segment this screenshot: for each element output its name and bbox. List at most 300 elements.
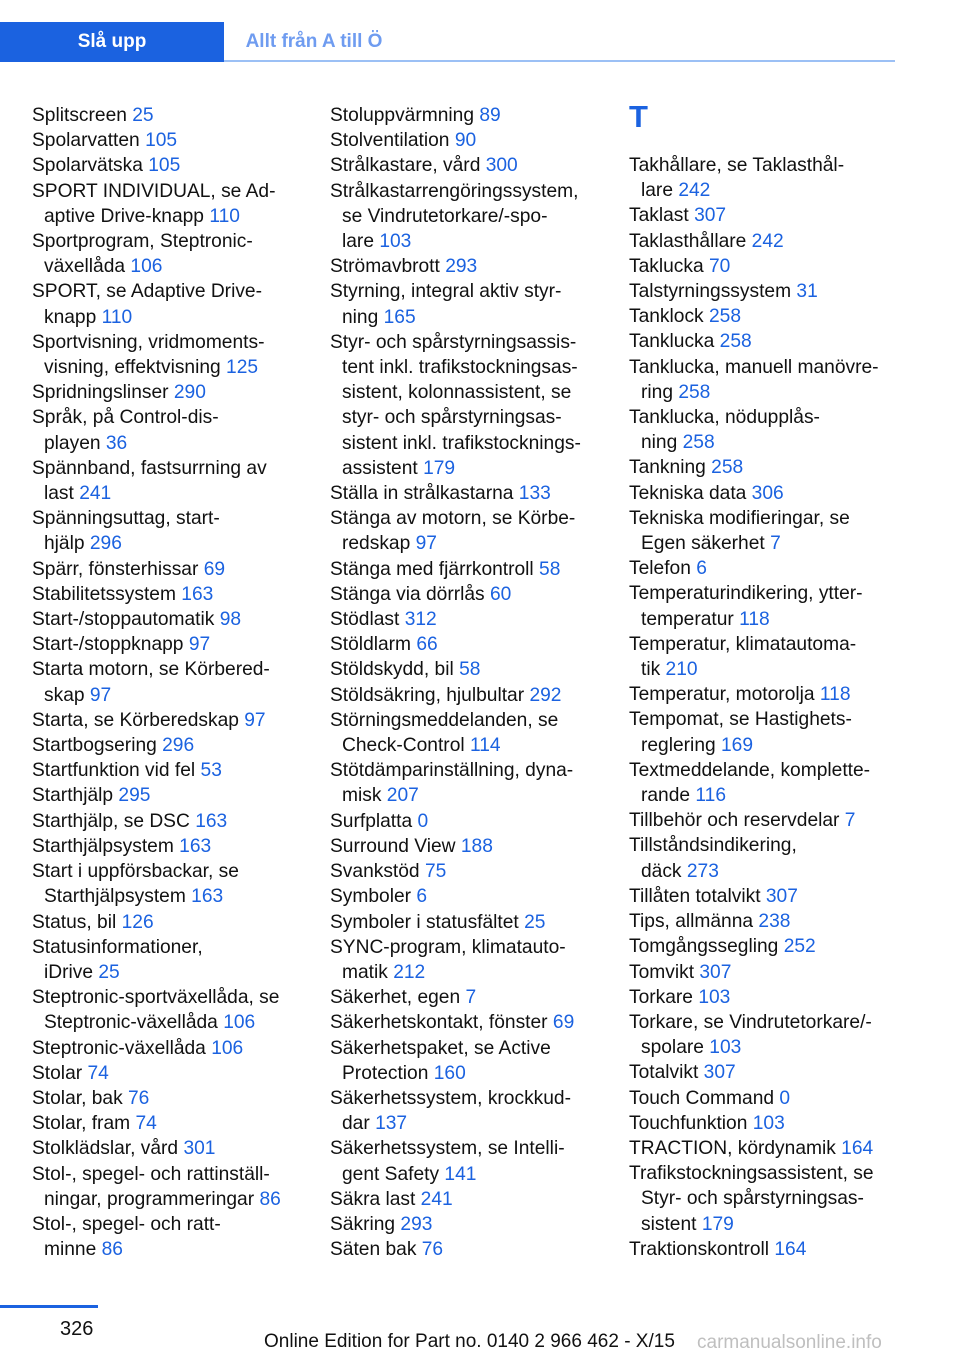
index-entry: [330, 809, 602, 834]
entry-term: minne: [44, 1239, 97, 1261]
entry-term: Start-/stoppknapp: [32, 634, 184, 656]
entry-term: Symboler: [330, 886, 412, 908]
index-entry: [330, 279, 602, 329]
index-entry: [629, 632, 895, 682]
index-entry: [32, 607, 300, 632]
page-link[interactable]: 7: [844, 810, 856, 832]
index-entry: [629, 556, 895, 581]
entry-term: Spolarvatten: [32, 130, 140, 152]
entry-term: Starthjälpsystem: [44, 886, 186, 908]
entry-term: SPORT INDIVIDUAL, se Ad‐: [32, 180, 276, 202]
entry-term: iDrive: [44, 961, 94, 983]
page-link[interactable]: 75: [424, 861, 447, 883]
index-entry: [330, 935, 602, 985]
index-entry: [330, 985, 602, 1010]
entry-term: se Vindrutetorkare/-spo‐: [342, 205, 548, 227]
page-link[interactable]: 241: [79, 483, 112, 505]
page-link[interactable]: 118: [739, 608, 770, 630]
page-link[interactable]: 163: [181, 583, 214, 605]
index-entry: [330, 1212, 602, 1237]
page-link[interactable]: 106: [223, 1012, 256, 1034]
entry-term: Säkerhetspaket, se Active: [330, 1037, 551, 1059]
index-entry: [32, 1086, 300, 1111]
index-entry: [629, 329, 895, 354]
page-link[interactable]: 106: [211, 1037, 244, 1059]
index-entry: [629, 481, 895, 506]
entry-term: Starthjälp, se DSC: [32, 810, 190, 832]
page-link[interactable]: 97: [244, 709, 266, 731]
page-link[interactable]: 258: [709, 306, 742, 328]
page-link[interactable]: 306: [751, 482, 784, 504]
entry-term: matik: [342, 961, 388, 983]
index-entry: [330, 607, 602, 632]
page-link[interactable]: 86: [259, 1188, 281, 1210]
page-link[interactable]: 103: [698, 986, 731, 1008]
entry-term: Stänga via dörrlås: [330, 583, 485, 605]
page-link[interactable]: 0: [417, 810, 429, 832]
entry-term: Tempomat, se Hastighets‐: [629, 709, 852, 731]
page-link[interactable]: 97: [415, 533, 437, 555]
entry-term: Talstyrningssystem: [629, 281, 792, 303]
page-link[interactable]: 164: [841, 1137, 874, 1159]
entry-term: Ställa in strålkastarna: [330, 483, 514, 505]
index-entry: [330, 834, 602, 859]
entry-term: Status, bil: [32, 911, 117, 933]
page-link[interactable]: 66: [416, 634, 438, 656]
page-link[interactable]: 25: [98, 961, 120, 983]
index-entry: [629, 985, 895, 1010]
entry-term: hjälp: [44, 533, 85, 555]
entry-term: Stabilitetssystem: [32, 583, 176, 605]
page-link[interactable]: 295: [118, 785, 151, 807]
entry-term: Touch Command: [629, 1087, 780, 1109]
entry-term: Säkerhetssystem, se Intelli‐: [330, 1138, 565, 1160]
index-entry: [330, 1187, 602, 1212]
page-link[interactable]: 70: [709, 255, 731, 277]
page-link[interactable]: 105: [148, 155, 181, 177]
index-entry: [32, 330, 300, 380]
page-link[interactable]: 163: [179, 835, 212, 857]
page-link[interactable]: 76: [421, 1239, 444, 1261]
page-link[interactable]: 90: [454, 130, 477, 152]
index-entry: [330, 910, 602, 935]
page-link[interactable]: 273: [686, 860, 719, 882]
index-entry: [629, 1060, 895, 1085]
index-entry: [330, 884, 602, 909]
page-link[interactable]: 238: [758, 911, 791, 933]
index-column-2: [330, 103, 602, 1262]
entry-term: Tanklucka: [629, 331, 715, 353]
page-link[interactable]: 165: [383, 306, 416, 328]
entry-term: styr- och spårstyrningsas‐: [342, 407, 562, 429]
entry-term: SPORT, se Adaptive Drive-: [32, 281, 262, 303]
page-link[interactable]: 103: [709, 1037, 742, 1059]
index-entry: [32, 632, 300, 657]
page-link[interactable]: 141: [444, 1163, 477, 1185]
index-entry: [32, 733, 300, 758]
entry-term: Temperaturindikering, ytter‐: [629, 583, 863, 605]
index-entry: [629, 355, 895, 405]
page-number: 326: [60, 1318, 94, 1340]
page-link[interactable]: 31: [796, 281, 818, 303]
page-link[interactable]: 7: [770, 533, 781, 555]
page-link[interactable]: 163: [195, 810, 228, 832]
index-entry: [330, 708, 602, 758]
index-column-3: [629, 99, 895, 1262]
page-link[interactable]: 86: [101, 1239, 123, 1261]
page-link[interactable]: 58: [459, 659, 481, 681]
index-column-1: [32, 103, 300, 1262]
page-link[interactable]: 258: [719, 331, 752, 353]
entry-term: Stol-, spegel- och ratt‐: [32, 1213, 221, 1235]
entry-term: SYNC-program, klimatauto‐: [330, 936, 566, 958]
entry-term: Spänningsuttag, start‐: [32, 508, 220, 530]
index-entry: [330, 1136, 602, 1186]
index-entry: [32, 582, 300, 607]
index-entry: [629, 682, 895, 707]
index-entry: [330, 506, 602, 556]
index-entry: [629, 808, 895, 833]
index-entry: [32, 1212, 300, 1262]
entry-term: Egen säkerhet: [641, 533, 765, 555]
entry-term: Svankstöd: [330, 861, 420, 883]
index-entry: [629, 1111, 895, 1136]
entry-term: gent Safety: [342, 1163, 440, 1185]
index-entry: [32, 1036, 300, 1061]
index-entry: [629, 229, 895, 254]
entry-term: Steptronic-sportväxellåda, se: [32, 987, 280, 1009]
page-link[interactable]: 164: [774, 1238, 807, 1260]
entry-term: Splitscreen: [32, 105, 127, 126]
index-entry: [629, 153, 895, 203]
header-divider: [224, 60, 895, 62]
index-entry: [32, 1111, 300, 1136]
page-link[interactable]: 89: [479, 105, 501, 126]
entry-term: Säkerhetskontakt, fönster: [330, 1012, 548, 1034]
page-link[interactable]: 103: [752, 1112, 785, 1134]
entry-term: last: [44, 483, 74, 505]
page-link[interactable]: 207: [386, 785, 419, 807]
entry-term: Strålkastare, vård: [330, 155, 481, 177]
entry-term: redskap: [342, 533, 411, 555]
entry-term: Statusinformationer,: [32, 936, 203, 958]
index-entry: [32, 935, 300, 985]
index-entry: [330, 254, 602, 279]
page-link[interactable]: 97: [89, 684, 112, 706]
index-entry: [32, 657, 300, 707]
index-entry: [629, 909, 895, 934]
page-link[interactable]: 290: [173, 382, 206, 404]
page-link[interactable]: 212: [393, 961, 426, 983]
index-entry: [32, 128, 300, 153]
entry-term: Trafikstockningsassistent, se: [629, 1163, 874, 1185]
entry-term: Styr- och spårstyrningsassis‐: [330, 331, 577, 353]
entry-term: spolare: [641, 1037, 704, 1059]
page-link[interactable]: 307: [699, 961, 732, 983]
entry-term: Startbogsering: [32, 735, 157, 757]
page-link[interactable]: 242: [678, 180, 711, 202]
index-entry: [32, 506, 300, 556]
page-link[interactable]: 210: [665, 659, 698, 681]
page-link[interactable]: 69: [203, 558, 226, 580]
entry-term: Stöldsäkring, hjulbultar: [330, 684, 525, 706]
index-entry: [330, 1010, 602, 1035]
entry-term: lare: [641, 180, 673, 202]
index-entry: [629, 833, 895, 883]
page-link[interactable]: 133: [518, 483, 551, 505]
page-link[interactable]: 110: [209, 205, 240, 227]
page-link[interactable]: 58: [539, 558, 561, 580]
entry-term: Textmeddelande, komplette‐: [629, 759, 871, 781]
index-entry: [32, 279, 300, 329]
tab-sla-upp[interactable]: Slå upp: [0, 22, 224, 62]
page-link[interactable]: 312: [404, 609, 437, 631]
page-link[interactable]: 106: [130, 256, 163, 278]
section-letter: T: [629, 99, 648, 134]
index-entry: [330, 632, 602, 657]
page-link[interactable]: 137: [375, 1113, 408, 1135]
index-entry: [330, 103, 602, 128]
page-link[interactable]: 53: [200, 760, 222, 782]
entry-term: Stolklädslar, vård: [32, 1138, 179, 1160]
page-link[interactable]: 301: [183, 1138, 216, 1160]
page-link[interactable]: 126: [121, 911, 154, 933]
page-link[interactable]: 179: [701, 1213, 734, 1235]
index-entry: [32, 557, 300, 582]
page-link[interactable]: 105: [145, 130, 178, 152]
page-link[interactable]: 118: [819, 684, 851, 706]
entry-term: Starta motorn, se Körbered‐: [32, 659, 270, 681]
index-entry: [32, 910, 300, 935]
entry-term: sistent inkl. trafikstocknings‐: [342, 432, 581, 454]
entry-term: Surround View: [330, 835, 456, 857]
index-entry: [32, 179, 300, 229]
entry-term: Stol-, spegel- och rattinställ‐: [32, 1163, 270, 1185]
index-entry: [330, 657, 602, 682]
entry-term: Check-Control: [342, 735, 465, 757]
entry-term: Steptronic-växellåda: [44, 1012, 218, 1034]
entry-term: Sportprogram, Steptronic-: [32, 231, 253, 253]
page-link[interactable]: 76: [128, 1087, 150, 1109]
entry-term: visning, effektvisning: [44, 357, 221, 379]
entry-term: Touchfunktion: [629, 1112, 748, 1134]
entry-term: Tillåten totalvikt: [629, 885, 761, 907]
entry-term: Säkra last: [330, 1188, 416, 1210]
page-link[interactable]: 160: [433, 1062, 466, 1084]
entry-term: Stolar: [32, 1062, 83, 1084]
index-entry: [330, 557, 602, 582]
index-entry: [330, 330, 602, 481]
index-entry: [629, 405, 895, 455]
page-link[interactable]: 307: [694, 205, 727, 227]
entry-term: tent inkl. trafikstockningsas‐: [342, 357, 578, 379]
entry-term: Starthjälp: [32, 785, 114, 807]
entry-term: aptive Drive-knapp: [44, 205, 204, 227]
index-entry: [330, 683, 602, 708]
entry-term: Starthjälpsystem: [32, 835, 174, 857]
entry-term: Start i uppförsbackar, se: [32, 861, 239, 883]
entry-term: Störningsmeddelanden, se: [330, 709, 559, 731]
index-entry: [629, 758, 895, 808]
entry-term: Stolventilation: [330, 130, 450, 152]
page-link[interactable]: 7: [465, 987, 477, 1009]
entry-term: Strålkastarrengöringssystem,: [330, 180, 579, 202]
entry-term: ning: [641, 432, 678, 454]
entry-term: Spolarvätska: [32, 155, 143, 177]
page-link[interactable]: 110: [101, 306, 133, 328]
index-entry: [629, 254, 895, 279]
entry-term: Start-/stoppautomatik: [32, 609, 215, 631]
entry-term: Säkerhetssystem, krockkud‐: [330, 1087, 571, 1109]
entry-term: playen: [44, 432, 101, 454]
entry-term: Stänga av motorn, se Körbe‐: [330, 508, 576, 530]
page-link[interactable]: 25: [132, 105, 154, 126]
entry-term: Styrning, integral aktiv styr‐: [330, 281, 562, 303]
page-link[interactable]: 258: [682, 432, 715, 454]
page-link[interactable]: 188: [460, 835, 493, 857]
entry-term: sistent, kolonnassistent, se: [342, 382, 572, 404]
entry-term: Säkring: [330, 1213, 396, 1235]
entry-term: Stolar, bak: [32, 1087, 123, 1109]
entry-term: ring: [641, 381, 673, 403]
edition-note: Online Edition for Part no. 0140 2 966 462 - X/15: [264, 1331, 675, 1352]
page-link[interactable]: 36: [105, 432, 128, 454]
entry-term: dar: [342, 1113, 370, 1135]
page-link[interactable]: 60: [490, 583, 512, 605]
entry-term: tik: [641, 659, 661, 681]
index-entry: [32, 809, 300, 834]
page-link[interactable]: 179: [423, 457, 456, 479]
index-entry: [629, 960, 895, 985]
index-entry: [32, 1136, 300, 1161]
page-link[interactable]: 69: [552, 1012, 575, 1034]
page-link[interactable]: 74: [87, 1062, 109, 1084]
entry-term: Tankning: [629, 457, 706, 479]
entry-term: Taklasthållare: [629, 230, 747, 252]
entry-term: Spännband, fastsurrning av: [32, 457, 267, 479]
index-entry: [629, 279, 895, 304]
index-entry: [32, 985, 300, 1035]
index-entry: [330, 128, 602, 153]
entry-term: Tanklock: [629, 306, 704, 328]
index-entry: [32, 380, 300, 405]
page-link[interactable]: 292: [529, 684, 562, 706]
entry-term: Totalvikt: [629, 1062, 699, 1084]
index-entry: [629, 1161, 895, 1237]
page-link[interactable]: 169: [721, 734, 754, 756]
index-entry: [629, 1086, 895, 1111]
page-link[interactable]: 6: [696, 558, 707, 580]
entry-term: temperatur: [641, 608, 734, 630]
entry-term: Stöldlarm: [330, 634, 412, 656]
entry-term: misk: [342, 785, 382, 807]
index-entry: [32, 758, 300, 783]
entry-term: Temperatur, klimatautoma‐: [629, 633, 857, 655]
entry-term: Säten bak: [330, 1239, 417, 1261]
tab-allt-fran-a-till-o[interactable]: Allt från A till Ö: [245, 31, 383, 52]
page-link[interactable]: 25: [524, 911, 546, 933]
entry-term: Stöldskydd, bil: [330, 659, 454, 681]
page-link[interactable]: 74: [135, 1113, 157, 1135]
entry-term: TRACTION, kördynamik: [629, 1137, 836, 1159]
index-entry: [32, 153, 300, 178]
entry-term: sistent: [641, 1213, 697, 1235]
entry-term: Språk, på Control-dis‐: [32, 407, 219, 429]
entry-term: Tillståndsindikering,: [629, 835, 797, 857]
index-entry: [32, 103, 300, 128]
page-link[interactable]: 296: [89, 533, 122, 555]
index-entry: [32, 1061, 300, 1086]
entry-term: Tomgångssegling: [629, 936, 779, 958]
entry-term: Protection: [342, 1062, 429, 1084]
page-link[interactable]: 252: [783, 936, 816, 958]
page-link[interactable]: 293: [400, 1213, 433, 1235]
entry-term: Tanklucka, manuell manövre‐: [629, 356, 879, 378]
page-link[interactable]: 98: [219, 609, 242, 631]
index-entry: [32, 405, 300, 455]
page-link[interactable]: 97: [188, 634, 211, 656]
entry-term: Stödlast: [330, 609, 400, 631]
entry-term: Stoluppvärmning: [330, 105, 474, 126]
page-link[interactable]: 258: [711, 457, 744, 479]
index-entry: [629, 1010, 895, 1060]
page-link[interactable]: 6: [416, 886, 428, 908]
index-entry: [629, 1136, 895, 1161]
entry-term: Säkerhet, egen: [330, 987, 461, 1009]
page-link[interactable]: 258: [678, 381, 711, 403]
entry-term: ning: [342, 306, 379, 328]
index-entry: [629, 203, 895, 228]
entry-term: Startfunktion vid fel: [32, 760, 196, 782]
page-link[interactable]: 103: [379, 231, 412, 253]
index-entry: [330, 859, 602, 884]
index-entry: [330, 1036, 602, 1086]
page-link[interactable]: 307: [703, 1062, 736, 1084]
entry-term: Torkare, se Vindrutetorkare/-: [629, 1011, 872, 1033]
page-link[interactable]: 307: [765, 885, 798, 907]
entry-term: Symboler i statusfältet: [330, 911, 519, 933]
index-entry: [330, 153, 602, 178]
index-entry: [32, 834, 300, 859]
page-link[interactable]: 116: [695, 785, 727, 807]
entry-term: Telefon: [629, 558, 691, 580]
watermark: carmanualsonline.info: [697, 1332, 882, 1353]
entry-term: Traktionskontroll: [629, 1238, 770, 1260]
page-link[interactable]: 296: [162, 735, 195, 757]
page-link[interactable]: 114: [469, 735, 501, 757]
entry-term: däck: [641, 860, 682, 882]
page-link[interactable]: 163: [191, 886, 224, 908]
page-link[interactable]: 242: [751, 230, 784, 252]
entry-term: växellåda: [44, 256, 126, 278]
entry-term: rande: [641, 785, 691, 807]
entry-term: Spridningslinser: [32, 382, 169, 404]
page-link[interactable]: 0: [779, 1087, 791, 1109]
page-link[interactable]: 125: [226, 357, 259, 379]
page-link[interactable]: 241: [420, 1188, 453, 1210]
page-link[interactable]: 300: [485, 155, 518, 177]
entry-term: Tillbehör och reservdelar: [629, 810, 840, 832]
entry-term: Temperatur, motorolja: [629, 684, 815, 706]
index-entry: [32, 456, 300, 506]
entry-term: assistent: [342, 457, 418, 479]
index-entry: [32, 859, 300, 909]
index-entry: [32, 229, 300, 279]
entry-term: Steptronic-växellåda: [32, 1037, 206, 1059]
page-link[interactable]: 293: [445, 256, 478, 278]
footer-divider: [0, 1305, 98, 1308]
entry-term: Torkare: [629, 986, 693, 1008]
